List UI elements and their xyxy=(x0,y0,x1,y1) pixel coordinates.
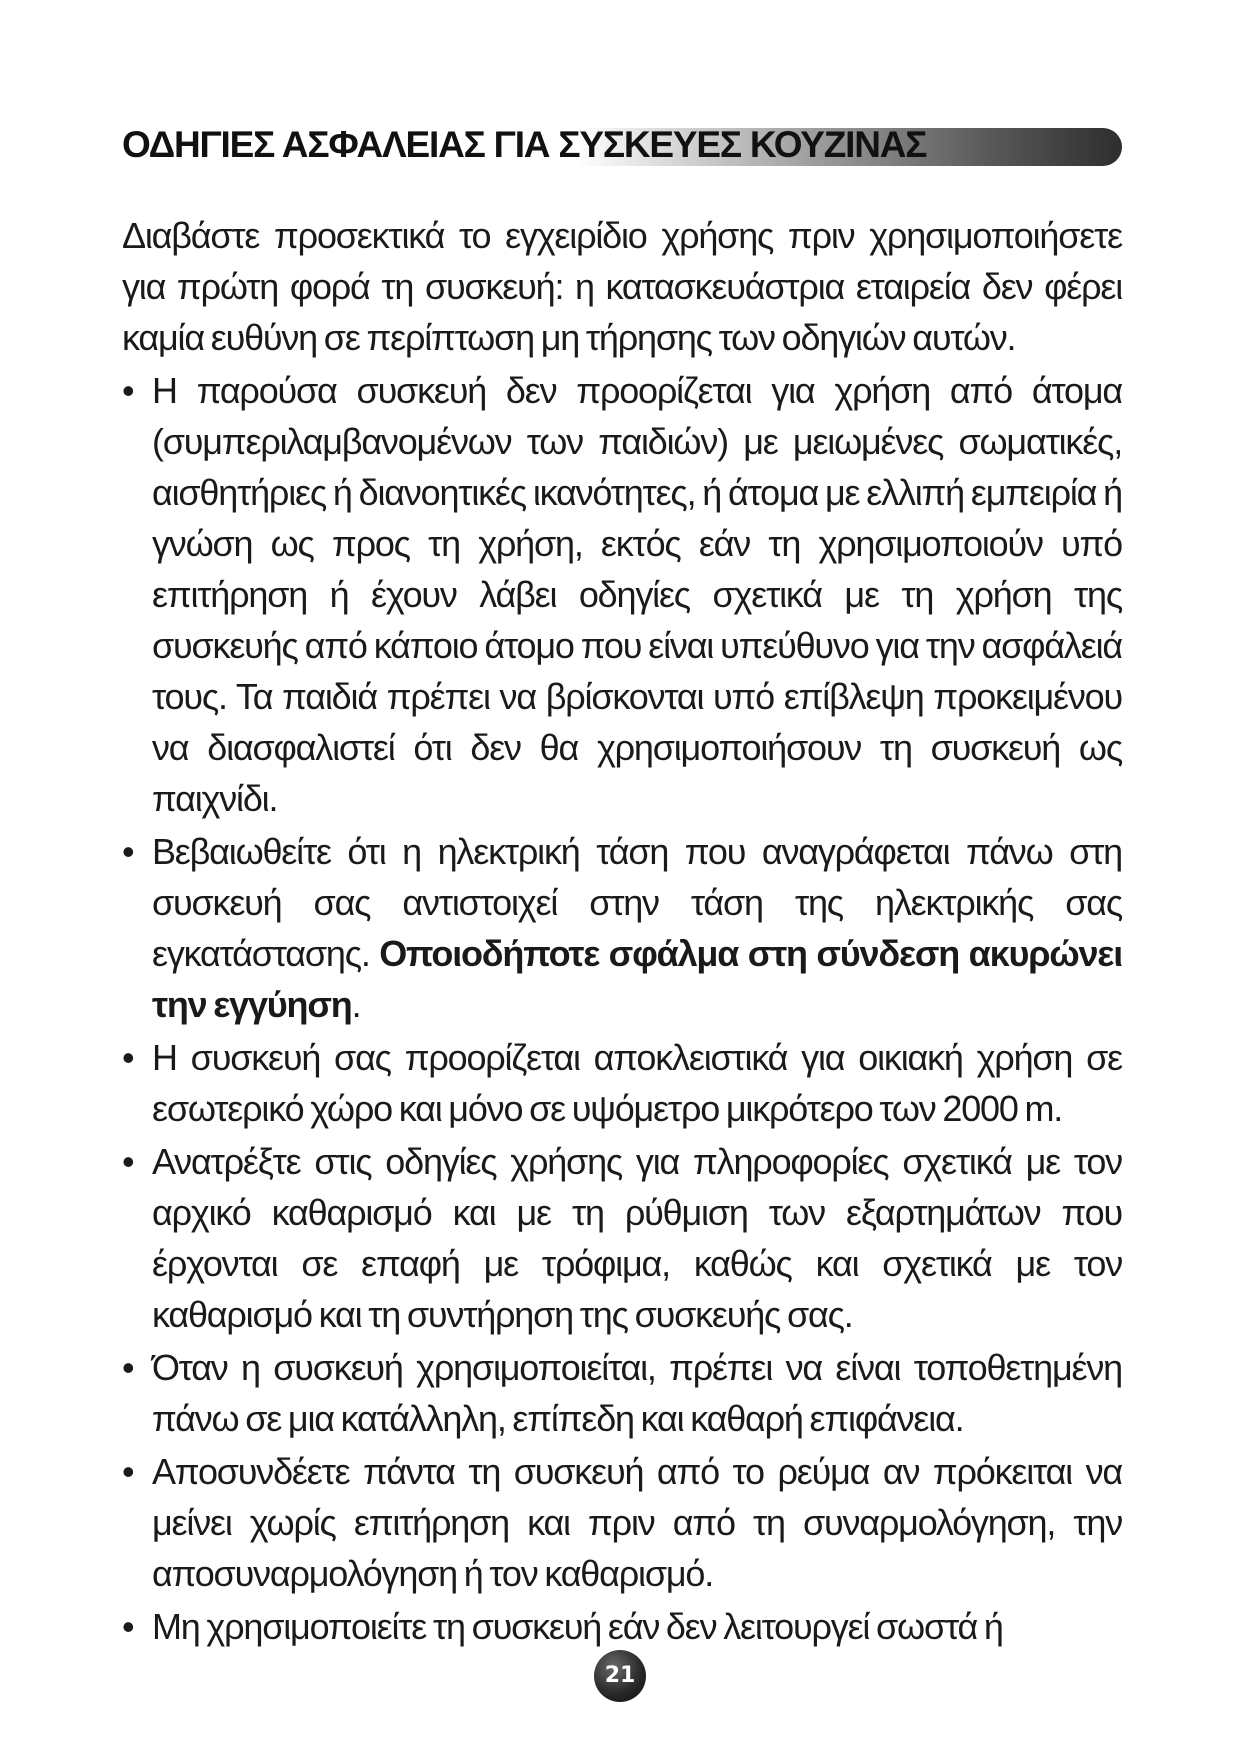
list-item-text: Η συσκευή σας προορίζεται αποκλειστικά για οικιακή χρήση σε εσωτερικό χώρο και μόνο σε υψόμετρο μικρότερο των 2000 m. xyxy=(152,1037,1122,1129)
list-item-text: Αποσυνδέετε πάντα τη συσκευή από το ρεύμα αν πρόκειται να μείνει χωρίς επιτήρηση και πριν από τη συναρμολόγηση, την αποσυναρμολόγηση ή τον καθαρισμό. xyxy=(152,1451,1122,1594)
list-item xyxy=(122,1136,1122,1340)
bullet-icon: • xyxy=(122,370,134,411)
bullet-icon: • xyxy=(122,1141,134,1182)
bullet-icon: • xyxy=(122,831,134,872)
list-item-text: Βεβαιωθείτε ότι η ηλεκτρική τάση που αναγράφεται πάνω στη συσκευή σας αντιστοιχεί στην τάση της ηλεκτρικής σας εγκατάστασης. xyxy=(152,831,1122,974)
warranty-warning: Οποιοδήποτε σφάλμα στη σύνδεση ακυρώνει την εγγύηση xyxy=(152,933,1122,1025)
list-item xyxy=(122,1032,1122,1134)
list-item-text: Όταν η συσκευή χρησιμοποιείται, πρέπει να είναι τοποθετημένη πάνω σε μια κατάλληλη, επίπεδη και καθαρή επιφάνεια. xyxy=(152,1347,1122,1439)
list-item xyxy=(122,1601,1122,1652)
page-content xyxy=(122,210,1122,1654)
bullet-icon: • xyxy=(122,1037,134,1078)
bullet-icon: • xyxy=(122,1347,134,1388)
intro-paragraph: Διαβάστε προσεκτικά το εγχειρίδιο χρήσης πριν χρησιμοποιήσετε για πρώτη φορά τη συσκευή: η κατασκευάστρια εταιρεία δεν φέρει καμία ευθύνη σε περίπτωση μη τήρησης των οδηγιών αυτών. xyxy=(122,215,1122,358)
section-header xyxy=(122,122,1122,168)
page-number-badge: 21 xyxy=(594,1650,646,1702)
list-item xyxy=(122,826,1122,1030)
list-item xyxy=(122,1342,1122,1444)
list-item xyxy=(122,365,1122,824)
list-item-text: Μη χρησιμοποιείτε τη συσκευή εάν δεν λειτουργεί σωστά ή xyxy=(152,1606,1003,1647)
list-item xyxy=(122,1446,1122,1599)
list-item-text: Η παρούσα συσκευή δεν προορίζεται για χρήση από άτομα (συμπεριλαμβανομένων των παιδιών) με μειωμένες σωματικές, αισθητήριες ή διανοητικές ικανότητες, ή άτομα με ελλιπή εμπειρία ή γνώση ως προς τη χρήση, εκτός εάν τη χρησιμοποιούν υπό επιτήρηση ή έχουν λάβει οδηγίες σχετικά με τη χρήση της συσκευής από κάποιο άτομο που είναι υπεύθυνο για την ασφάλειά τους. Τα παιδιά πρέπει να βρίσκονται υπό επίβλεψη προκειμένου να διασφαλιστεί ότι δεν θα χρησιμοποιήσουν τη συσκευή ως παιχνίδι. xyxy=(152,370,1122,819)
bullet-icon: • xyxy=(122,1451,134,1492)
bullet-icon: • xyxy=(122,1606,134,1647)
section-title: ΟΔΗΓΙΕΣ ΑΣΦΑΛΕΙΑΣ ΓΙΑ ΣΥΣΚΕΥΕΣ ΚΟΥΖΙΝΑΣ xyxy=(122,124,927,165)
list-item-end: . xyxy=(351,984,361,1025)
safety-instructions-list xyxy=(122,365,1122,1652)
list-item-text: Ανατρέξτε στις οδηγίες χρήσης για πληροφορίες σχετικά με τον αρχικό καθαρισμό και με τη ρύθμιση των εξαρτημάτων που έρχονται σε επαφή με τρόφιμα, καθώς και σχετικά με τον καθαρισμό και τη συντήρηση της συσκευής σας. xyxy=(152,1141,1122,1335)
